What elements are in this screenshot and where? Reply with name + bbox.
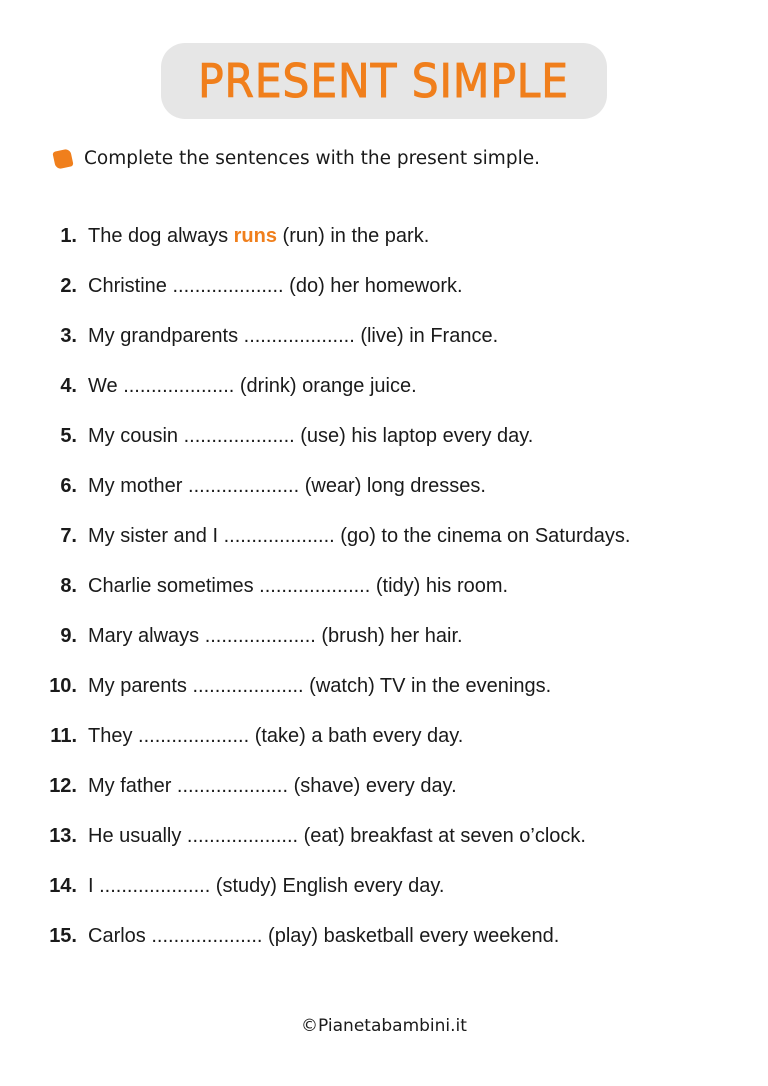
exercise-item [0,720,463,752]
item-number: 2. [60,274,77,297]
instruction-text: Complete the sentences with the present simple. [84,148,540,169]
exercise-item [0,320,498,352]
sentence: I .................... (study) English every day. [88,874,445,897]
sentence: My mother .................... (wear) long dresses. [88,474,486,497]
sentence: Mary always .................... (brush) her hair. [88,624,463,647]
item-number: 10. [49,674,77,697]
sentence: My cousin .................... (use) his laptop every day. [88,424,534,447]
item-number: 5. [60,424,77,447]
sentence-start: The dog always [88,224,234,247]
item-number: 7. [60,524,77,547]
sentence: We .................... (drink) orange juice. [88,374,417,397]
exercise-item [0,770,457,802]
exercise-item [0,620,463,652]
exercise-item [0,520,630,552]
sentence: My father .................... (shave) every day. [88,774,457,797]
title-banner [161,43,607,119]
bullet-icon [52,148,73,169]
sentence: My sister and I .................... (go) to the cinema on Saturdays. [88,524,631,547]
sentence-end: (run) in the park. [276,224,430,247]
item-number: 12. [49,774,77,797]
sentence: He usually .................... (eat) breakfast at seven o’clock. [88,824,586,847]
sentence: My grandparents .................... (live) in France. [88,324,499,347]
exercise-item [0,470,486,502]
sentence: My parents .................... (watch) TV in the evenings. [88,674,552,697]
item-number: 13. [49,824,77,847]
item-number: 9. [60,624,77,647]
exercise-item [0,870,444,902]
exercise-item [0,670,551,702]
page-title: PRESENT SIMPLE [198,54,570,108]
exercise-item [0,220,429,252]
exercise-item [0,920,559,952]
exercise-item [0,570,508,602]
copyright-footer: ©Pianetabambini.it [301,1016,467,1036]
sentence: They .................... (take) a bath every day. [88,724,464,747]
sentence: Christine .................... (do) her homework. [88,274,463,297]
sentence: Carlos .................... (play) basketball every weekend. [88,924,560,947]
item-number: 3. [60,324,77,347]
instruction [54,148,540,169]
item-number: 8. [60,574,77,597]
example-answer: runs [233,224,277,247]
exercise-item [0,270,463,302]
item-number: 1. [60,224,77,247]
item-number: 6. [60,474,77,497]
item-number: 14. [49,874,77,897]
exercise-item [0,420,533,452]
item-number: 15. [49,924,77,947]
item-number: 11. [50,724,77,747]
exercise-item [0,370,417,402]
sentence: Charlie sometimes .................... (tidy) his room. [88,574,509,597]
item-number: 4. [60,374,77,397]
exercise-item [0,820,586,852]
